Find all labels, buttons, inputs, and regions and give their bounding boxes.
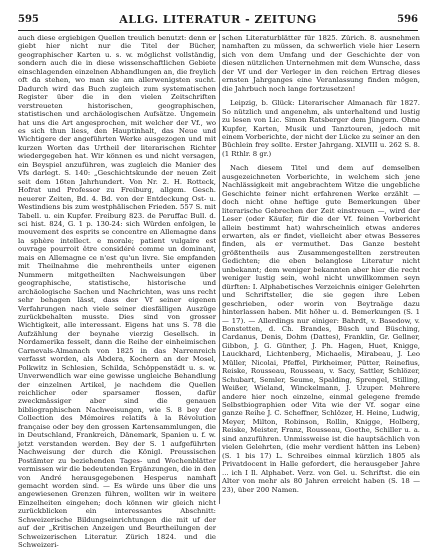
review-heading-paragraph: Leipzig, b. Glück: Literarischer Almanach für 1827. So nützlich und angenehm, als unterhaltend und lustig zu lesen von Lic. Simon Ratsberger dem Jüngern. Ohne Kupfer, Karten, Musik und Tanztouren, jedoch mit einem Vorberichte, der nicht der Lücke zu seiner an den Büchlein frey sollte. Erster Jahrgang. XLVIII u. 262 S. 8. (1 Rthlr. 8 gr.) bbox=[222, 99, 420, 158]
right-paragraph-1: schen Literaturblätter für 1825. Zürich. 8. ausnehmen namhaften zu müssen, da schwerlich viele hier Lesern sich von dem Umfang und der Geschichte der von diesen nützlichen Unternehmen mit dem Wunsche, dass der Vf und der Verleger in den reichen Ertrag dieses ernsten Jahrganges eine Veranlassung finden mögen, die Jahrbuch noch lange fortzusetzen! bbox=[222, 34, 420, 93]
column-divider bbox=[219, 34, 220, 504]
left-paragraph-1: auch diese ergiebigen Quellen treulich benutzt: denn er giebt hier nicht nur die Titel der Bücher, geographischer Karten u. s. w. möglichst vollständig, sondern auch die in diese wissenschaftlichen Gebiete einschlagenden einzelnen Abhandlungen an, die freylich oft da stehen, wo man sie am allerwenigsten sucht. Dadurch wird das Buch zugleich zum systematischen Register über die in den vielen Zeitschriften verstreueten historischen, geographischen, statistischen und archäologischen Aufsätze. Ungemein hat uns die Art angesprochen, mit welcher der Vf., wo es sich thun liess, den Hauptinhalt, das Neue und Wichtigere der angeführten Werke ausgezogen und mit kurzen Worten das Urtheil der literarischen Richter wiedergegeben hat. Wir können es und nicht versagen, ein Beyspiel anzuführen, was zugleich die Manier des Vfs darlegt. S. 140: „Geschichtskunde der neuen Zeit seit dem 16ten Jahrhundert. Von Nr. 2. H. Rotteck, Hofrat und Professor zu Freiburg, allgem. Gesch. neuerer Zeiten, Bd. 4. Bd. von der Entdeckung Ost- u. Westindiens bis zum westphälischen Frieden. 557 S. mit Tabell. u. ein Kupfer. Freiburg 823. de Peruffac Bull. d. sci hist. 824, G. 1 p. 130-24: sich Würden enfolgen, le mouvement des esprits se concentre en Allemagne dans la sphère intellect. e morale; patient vulgaire est ouvrage pourroit être considéré comme un dominant, mais en Allemagne ce n'est qu'un livre. Sie empfanden mit Theilnahme die mehrentheils unter eigenen Nummern mitgetheilten Nachweisungen über geographische, statistische, historische und archäologische Sachen und Nachrichten, was uns recht sehr behagen lässt, dass der Vf seiner eigenen Verfahrungen nach viele seiner diesfälligen Auszüge zurückbehalten musste. Dies sind von grosser Wichtigkeit, alle interessant. Eigens hat uns S. 78 die Aufzählung der beynahe vierzig Gesellsch. in Nordamerika fesselt, dann die Reihe der einheimischen Carnevals-Almanach von 1825 in das Narrenreich verfasst worden, als Abdera, Kochern an der Mosel, Polkwitz in Schlesien, Schilda, Schöppenstädt u. s. w. Unverwendlich war eine gewisse ungleiche Behandlung der einzelnen Artikel, je nachdem die Quellen reichlicher oder sparsamer flossen, dafür zweckmässiger aber sind die genauen bibliographischen Nachweisungen, wie S. 8 bey der Collection des Mémoires relatifs à la Révolution française oder bey den grossen Kartensammlungen, die in Deutschland, Frankreich, Dänemark, Spanien u. f. w. jetzt verstanden werden. Bey der S. 1 aufgeführten Nachweisung der durch die Königl. Preussischen Postämter zu beziehenden Tages- und Wochenblätter vermissen wir die bedeutenden Ergänzungen, die in den von André herausgegebenen Hesperus namhaft gemacht worden sind. — Es würde uns über die uns angewiesenen Grenzen führen, wollten wir in weitere Einzelheiten eingehen; doch können wir gleich nicht zurückblicken ein interessantes Abschnitt: Schweizerische Bildungseinrichtungen die mit uf der auf der „Kritischen Anzeigen und Beurtheilungen der Schweizerischen Literatur. Zürich 1824. und die Schweizeri- bbox=[18, 34, 216, 550]
right-paragraph-3: Nach diesem Titel und dem auf demselben ausgezeichneten Vorberichte, in welchem sich jene Nachlässigkeit mit angebrachtem Witze die ungebliche Geschichte feiner nicht erfahrenen Werke erzählt — doch nicht ohne heftige gute Bemerkungen über literarische Gebrechen der Zeit einstreuen —, wird der Leser (oder Käufer, für die der Vf. feinen Vorbericht allein bestimmt hat) wahrscheinlich etwas anderes erwarten, als er findet, vielleicht aber etwas Besseres finden, als er vermuthet. Das Ganze besteht größtentheils aus Zusammengestellten zerstreuten Gedichten; die eben belanglose Literatur nicht unbekannt; dem weniger bekannten aber hier die recht weniger lustig sein, wohl nicht unwillkommen seyn dürften: I. Alphabetisches Verzeichnis einiger Gelehrten und Schriftsteller, die sie gegen ihre Leben geschrieben, oder worin von Beytraäge dazu hinterlassen haben. Mit höher u. d. Bemerkungen (S. 1 — 17). — Allerdings nur einiger: Bahrdt, v. Basedow, v. Bonstetten, d. Ch. Brandes, Büsch und Büsching, Cardanus, Denis, Dohm (Dattes), Franklin, Gr. Gellner, Gibbon, J. G. Günther, J. Ph. Hagen, Huet, Knigge, Lauckhard, Lichtenberg, Michaelis, Mirabeau, J. Leo Müller, Nicolai, Pfeffel, Pirkheimer, Pütter, Reinefius, Reiske, Rousseau, Rousseau, v. Sacy, Sattler, Schlözer, Schubart, Semler, Seume, Spalding, Sprengel, Stilling, Weißer, Wieland, Winckelmann, J. Uzuper. Mehrere andere hier noch einzelne, einmal gelegene fremde Selbstbiographien oder Vita wie der Vf. sogar eine ganze Reihe J. C. Scheffner, Schlözer, H. Heine, Ludwig, Meyer, Milton, Robinson, Rollin, Knigge, Holberg, Reiske, Meister, Franz, Rousseau, Goethe, Schiller u. a. sind anzuführen. Unmissweise ist die hauptsächlich von vielen Gelehrten, (die mehr verdient hätten ins Leben) (S. 1 bis 17) L. Schreibes einmal kürzlich 1805 als Privatdocent in Halle gefordert, die herausgeber Jahre ... ich I Il. Alphabet. Verz. von Gel. u. Schriftst. die ein Alter von mehr als 80 Jahren erreicht haben (S. 18 — 23), über 200 Namen. bbox=[222, 164, 420, 494]
running-title: ALLG. LITERATUR - ZEITUNG bbox=[119, 13, 317, 26]
right-column bbox=[222, 34, 420, 509]
left-column bbox=[18, 34, 216, 550]
page-number-left: 595 bbox=[18, 14, 39, 25]
header-rule bbox=[18, 30, 418, 31]
page-number-right: 596 bbox=[397, 14, 418, 25]
page-header bbox=[18, 14, 418, 30]
